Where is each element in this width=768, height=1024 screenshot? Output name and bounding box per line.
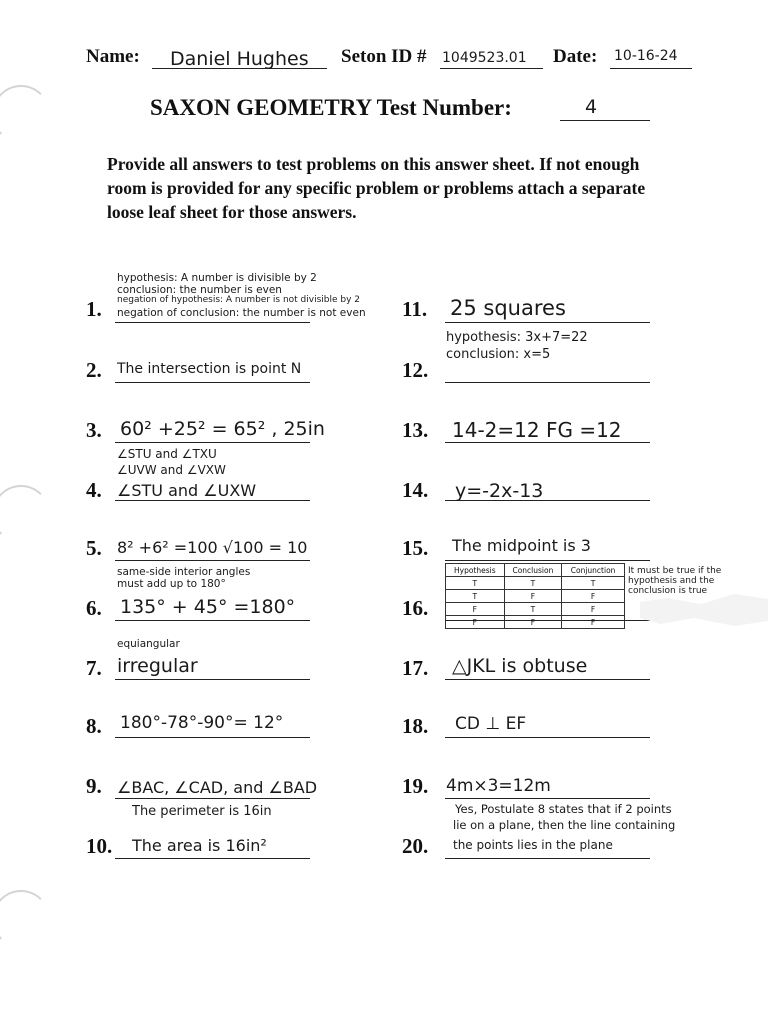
table-row <box>446 577 625 590</box>
answer-1-line-3: negation of hypothesis: A number is not divisible by 2 <box>117 295 361 305</box>
table-row <box>446 603 625 616</box>
answer-6-line-1: same-side interior angles <box>117 566 251 578</box>
answer-16-note: It must be true if the hypothesis and the conclusion is true <box>628 566 722 596</box>
table-cell: F <box>504 590 562 603</box>
date-label: Date: <box>553 46 598 67</box>
answer-line-6 <box>115 620 310 621</box>
answer-12-line-1: hypothesis: 3x+7=22 <box>446 330 588 345</box>
paper-tear <box>640 590 768 630</box>
answer-18: CD ⊥ EF <box>455 714 527 734</box>
answer-line-13 <box>445 442 650 443</box>
answer-12-line-2: conclusion: x=5 <box>446 347 551 362</box>
answer-line-20 <box>445 858 650 859</box>
instructions: Provide all answers to test problems on this answer sheet. If not enough room is provided for any specific problem or problems attach a separate loose leaf sheet for those answers. <box>107 154 646 222</box>
punch-hole-top <box>0 85 50 143</box>
table-cell: T <box>446 577 505 590</box>
table-cell: F <box>504 616 562 629</box>
answer-line-5 <box>115 560 310 561</box>
answer-20-line-1: Yes, Postulate 8 states that if 2 points <box>455 802 672 816</box>
problem-number-17: 17. <box>402 656 429 680</box>
table-cell: F <box>562 603 625 616</box>
page-title: SAXON GEOMETRY Test Number: <box>150 95 512 120</box>
answer-6: 135° + 45° =180° <box>120 596 296 618</box>
table-row <box>446 616 625 629</box>
answer-2: The intersection is point N <box>117 361 302 377</box>
answer-line-18 <box>445 737 650 738</box>
name-value[interactable]: Daniel Hughes <box>170 48 309 70</box>
table-cell: F <box>446 616 505 629</box>
answer-1-line-4: negation of conclusion: the number is not even <box>117 307 366 319</box>
table-row <box>446 590 625 603</box>
problem-number-14: 14. <box>402 478 429 502</box>
problem-number-13: 13. <box>402 418 429 442</box>
table-cell: T <box>562 577 625 590</box>
problem-number-11: 11. <box>402 297 428 321</box>
answer-10: The area is 16in² <box>132 836 267 855</box>
truth-table-header: Conjunction <box>562 564 625 577</box>
table-cell: T <box>504 577 562 590</box>
seton-id-line <box>440 68 543 69</box>
truth-table <box>445 563 625 629</box>
test-number-value[interactable]: 4 <box>585 96 598 118</box>
answer-line-9 <box>115 798 310 799</box>
table-cell: T <box>446 590 505 603</box>
answer-line-10 <box>115 858 310 859</box>
problem-number-20: 20. <box>402 834 429 858</box>
answer-10-line-1: The perimeter is 16in <box>132 804 272 819</box>
answer-20-line-2: lie on a plane, then the line containing <box>453 818 676 832</box>
problem-number-2: 2. <box>86 358 102 382</box>
problem-number-7: 7. <box>86 656 102 680</box>
answer-line-15 <box>445 560 650 561</box>
truth-table-header: Conclusion <box>504 564 562 577</box>
table-cell: F <box>562 590 625 603</box>
seton-id-value[interactable]: 1049523.01 <box>442 50 527 66</box>
answer-11: 25 squares <box>450 296 566 320</box>
answer-5: 8² +6² =100 √100 = 10 <box>117 538 308 557</box>
answer-line-7 <box>115 679 310 680</box>
problem-number-9: 9. <box>86 774 102 798</box>
answer-4-line-2: ∠UVW and ∠VXW <box>117 463 226 477</box>
table-cell: T <box>504 603 562 616</box>
answer-8: 180°-78°-90°= 12° <box>120 713 284 733</box>
answer-4: ∠STU and ∠UXW <box>117 481 257 500</box>
answer-line-3 <box>115 442 310 443</box>
answer-line-11 <box>445 322 650 323</box>
problem-number-3: 3. <box>86 418 102 442</box>
problem-number-8: 8. <box>86 714 102 738</box>
answer-20: the points lies in the plane <box>453 838 613 852</box>
answer-3: 60² +25² = 65² , 25in <box>120 418 325 440</box>
problem-number-4: 4. <box>86 478 102 502</box>
answer-line-17 <box>445 679 650 680</box>
truth-table-header: Hypothesis <box>446 564 505 577</box>
answer-14: y=-2x-13 <box>455 480 544 502</box>
problem-number-19: 19. <box>402 774 429 798</box>
answer-6-line-2: must add up to 180° <box>117 578 226 590</box>
table-cell: F <box>562 616 625 629</box>
table-cell: F <box>446 603 505 616</box>
answer-line-12 <box>445 382 650 383</box>
punch-hole-middle <box>0 485 50 543</box>
date-line <box>610 68 692 69</box>
answer-9: ∠BAC, ∠CAD, and ∠BAD <box>117 778 318 797</box>
answer-7: irregular <box>117 655 198 677</box>
answer-4-line-1: ∠STU and ∠TXU <box>117 447 217 461</box>
answer-line-8 <box>115 737 310 738</box>
seton-id-label: Seton ID # <box>341 46 427 67</box>
problem-number-10: 10. <box>86 834 113 858</box>
answer-line-1 <box>115 322 310 323</box>
answer-line-2 <box>115 382 310 383</box>
answer-1-line-1: hypothesis: A number is divisible by 2 <box>117 272 317 284</box>
test-number-line <box>560 120 650 121</box>
answer-19: 4m×3=12m <box>446 776 551 796</box>
name-label: Name: <box>86 46 140 67</box>
problem-number-6: 6. <box>86 596 102 620</box>
problem-number-5: 5. <box>86 536 102 560</box>
problem-number-18: 18. <box>402 714 429 738</box>
problem-number-1: 1. <box>86 297 102 321</box>
problem-number-16: 16. <box>402 596 429 620</box>
answer-13: 14-2=12 FG =12 <box>452 418 622 442</box>
answer-15: The midpoint is 3 <box>452 536 591 555</box>
answer-1-line-2: conclusion: the number is even <box>117 284 282 296</box>
answer-17: △JKL is obtuse <box>452 655 588 677</box>
answer-line-19 <box>445 798 650 799</box>
answer-line-4 <box>115 500 310 501</box>
punch-hole-bottom <box>0 890 50 948</box>
problem-number-15: 15. <box>402 536 429 560</box>
answer-7-line-1: equiangular <box>117 638 180 650</box>
problem-number-12: 12. <box>402 358 429 382</box>
date-value[interactable]: 10-16-24 <box>614 48 678 64</box>
